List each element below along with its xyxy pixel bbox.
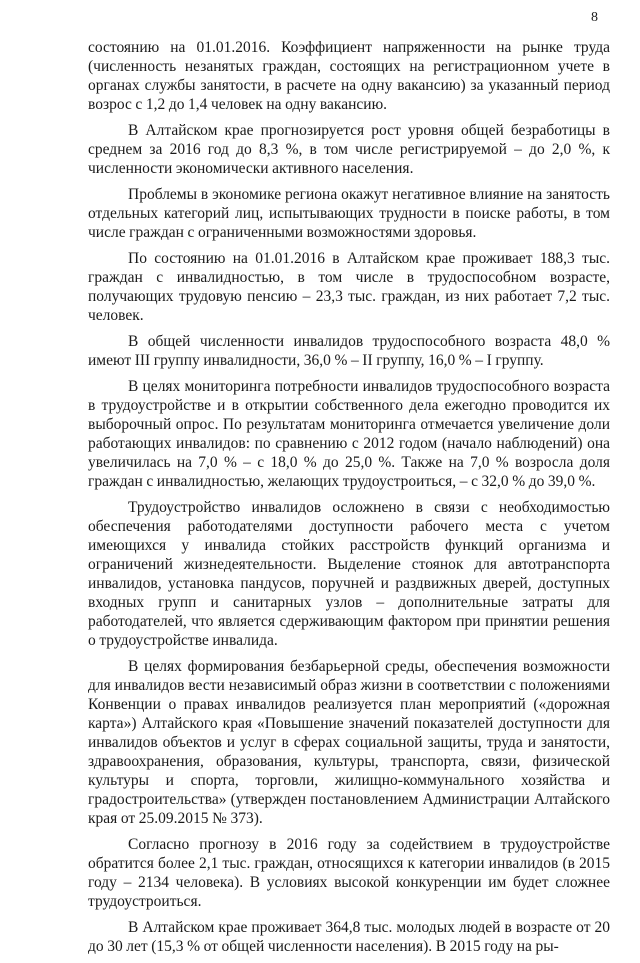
paragraph-5: В общей численности инвалидов трудоспособного возраста 48,0 % имеют III группу инвалидности, 36,0 % – II группу, 16,0 % – I группу. <box>88 333 610 369</box>
page-number: 8 <box>591 10 598 25</box>
paragraph-4: По состоянию на 01.01.2016 в Алтайском крае проживает 188,3 тыс. граждан с инвалидностью, в том числе в трудоспособном возрасте, получающих трудовую пенсию – 23,3 тыс. граждан, из них работает 7,2 тыс. человек. <box>88 250 610 324</box>
paragraph-7: Трудоустройство инвалидов осложнено в связи с необходимостью обеспечения работодателями доступности рабочего места с учетом имеющихся у инвалида стойких расстройств функций организма и ограничений жизнедеятельности. Выделение стоянок для автотранспорта инвалидов, установка пандусов, поручней и раздвижных дверей, доступных входных групп и санитарных узлов – дополнительные затраты для работодателей, что является сдерживающим фактором при принятии решения о трудоустройстве инвалида. <box>88 499 610 649</box>
paragraph-2: В Алтайском крае прогнозируется рост уровня общей безработицы в среднем за 2016 год до 8,3 %, в том числе регистрируемой – до 2,0 %, к численности экономически активного населения. <box>88 122 610 177</box>
paragraph-3: Проблемы в экономике региона окажут негативное влияние на занятость отдельных категорий лиц, испытывающих трудности в поиске работы, в том числе граждан с ограниченными возможностями здоровья. <box>88 186 610 241</box>
paragraph-1: состоянию на 01.01.2016. Коэффициент напряженности на рынке труда (численность незанятых граждан, состоящих на регистрационном учете в органах службы занятости, в расчете на одну вакансию) за указанный период возрос с 1,2 до 1,4 человек на одну вакансию. <box>88 39 610 113</box>
paragraph-6: В целях мониторинга потребности инвалидов трудоспособного возраста в трудоустройстве и в открытии собственного дела ежегодно проводится их выборочный опрос. По результатам мониторинга отмечается увеличение доли работающих инвалидов: по сравнению с 2012 годом (начало наблюдений) она увеличилась на 7,0 % – с 18,0 % до 25,0 %. Также на 7,0 % возросла доля граждан с инвалидностью, желающих трудоустроиться, – с 32,0 % до 39,0 %. <box>88 378 610 490</box>
paragraph-9: Согласно прогнозу в 2016 году за содействием в трудоустройстве обратится более 2,1 тыс. граждан, относящихся к категории инвалидов (в 2015 году – 2134 человека). В условиях высокой конкуренции им будет сложнее трудоустроиться. <box>88 836 610 910</box>
document-body <box>88 38 610 963</box>
paragraph-8: В целях формирования безбарьерной среды, обеспечения возможности для инвалидов вести независимый образ жизни в соответствии с положениями Конвенции о правах инвалидов реализуется план мероприятий («дорожная карта») Алтайского края «Повышение значений показателей доступности для инвалидов объектов и услуг в сферах социальной защиты, труда и занятости, здравоохранения, образования, культуры, транспорта, связи, физической культуры и спорта, торговли, жилищно-коммунального хозяйства и градостроительства» (утвержден постановлением Администрации Алтайского края от 25.09.2015 № 373). <box>88 658 610 827</box>
paragraph-10: В Алтайском крае проживает 364,8 тыс. молодых людей в возрасте от 20 до 30 лет (15,3 % от общей численности населения). В 2015 году на ры- <box>88 919 610 955</box>
